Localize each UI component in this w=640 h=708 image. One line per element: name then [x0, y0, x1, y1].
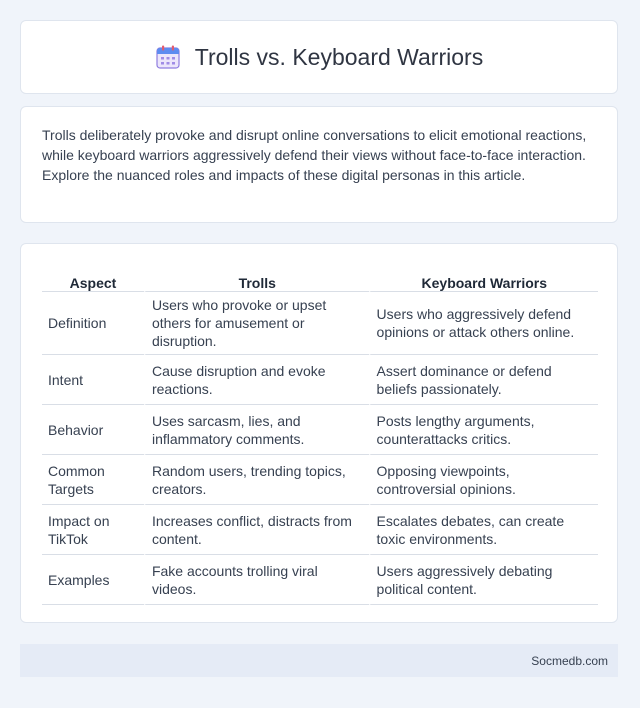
table-cell-trolls: Uses sarcasm, lies, and inflammatory comments.	[144, 405, 369, 455]
table-cell-trolls: Users who provoke or upset others for amusement or disruption.	[144, 292, 369, 355]
table-row	[42, 505, 598, 555]
table-cell-keyboard-warriors: Escalates debates, can create toxic environments.	[369, 505, 598, 555]
column-header-aspect: Aspect	[42, 265, 144, 292]
table-cell-trolls: Fake accounts trolling viral videos.	[144, 555, 369, 605]
table-cell-aspect: Common Targets	[42, 455, 144, 505]
comparison-table	[42, 265, 598, 605]
calendar-icon	[155, 44, 181, 70]
table-card	[20, 243, 618, 623]
table-cell-trolls: Cause disruption and evoke reactions.	[144, 355, 369, 405]
table-row	[42, 292, 598, 355]
table-cell-aspect: Examples	[42, 555, 144, 605]
table-cell-aspect: Behavior	[42, 405, 144, 455]
table-cell-trolls: Increases conflict, distracts from content.	[144, 505, 369, 555]
table-cell-aspect: Definition	[42, 292, 144, 355]
table-cell-keyboard-warriors: Assert dominance or defend beliefs passionately.	[369, 355, 598, 405]
footer-site-link[interactable]: Socmedb.com	[531, 653, 608, 668]
table-row	[42, 355, 598, 405]
table-row	[42, 555, 598, 605]
table-cell-aspect: Intent	[42, 355, 144, 405]
table-cell-keyboard-warriors: Posts lengthy arguments, counterattacks critics.	[369, 405, 598, 455]
table-row	[42, 405, 598, 455]
intro-card	[20, 106, 618, 223]
title-card	[20, 20, 618, 94]
table-cell-keyboard-warriors: Users aggressively debating political content.	[369, 555, 598, 605]
table-cell-aspect: Impact on TikTok	[42, 505, 144, 555]
intro-text: Trolls deliberately provoke and disrupt online conversations to elicit emotional reactions, while keyboard warriors aggressively defend their views without face-to-face interaction. Explore the nuanced roles and impacts of these digital personas in this article.	[42, 127, 587, 183]
column-header-trolls: Trolls	[144, 265, 369, 292]
footer	[20, 644, 618, 677]
table-cell-keyboard-warriors: Opposing viewpoints, controversial opinions.	[369, 455, 598, 505]
table-cell-trolls: Random users, trending topics, creators.	[144, 455, 369, 505]
column-header-keyboard-warriors: Keyboard Warriors	[369, 265, 598, 292]
table-cell-keyboard-warriors: Users who aggressively defend opinions or attack others online.	[369, 292, 598, 355]
table-header-row	[42, 265, 598, 292]
title-wrap	[155, 44, 483, 71]
table-row	[42, 455, 598, 505]
page-title: Trolls vs. Keyboard Warriors	[194, 43, 484, 70]
